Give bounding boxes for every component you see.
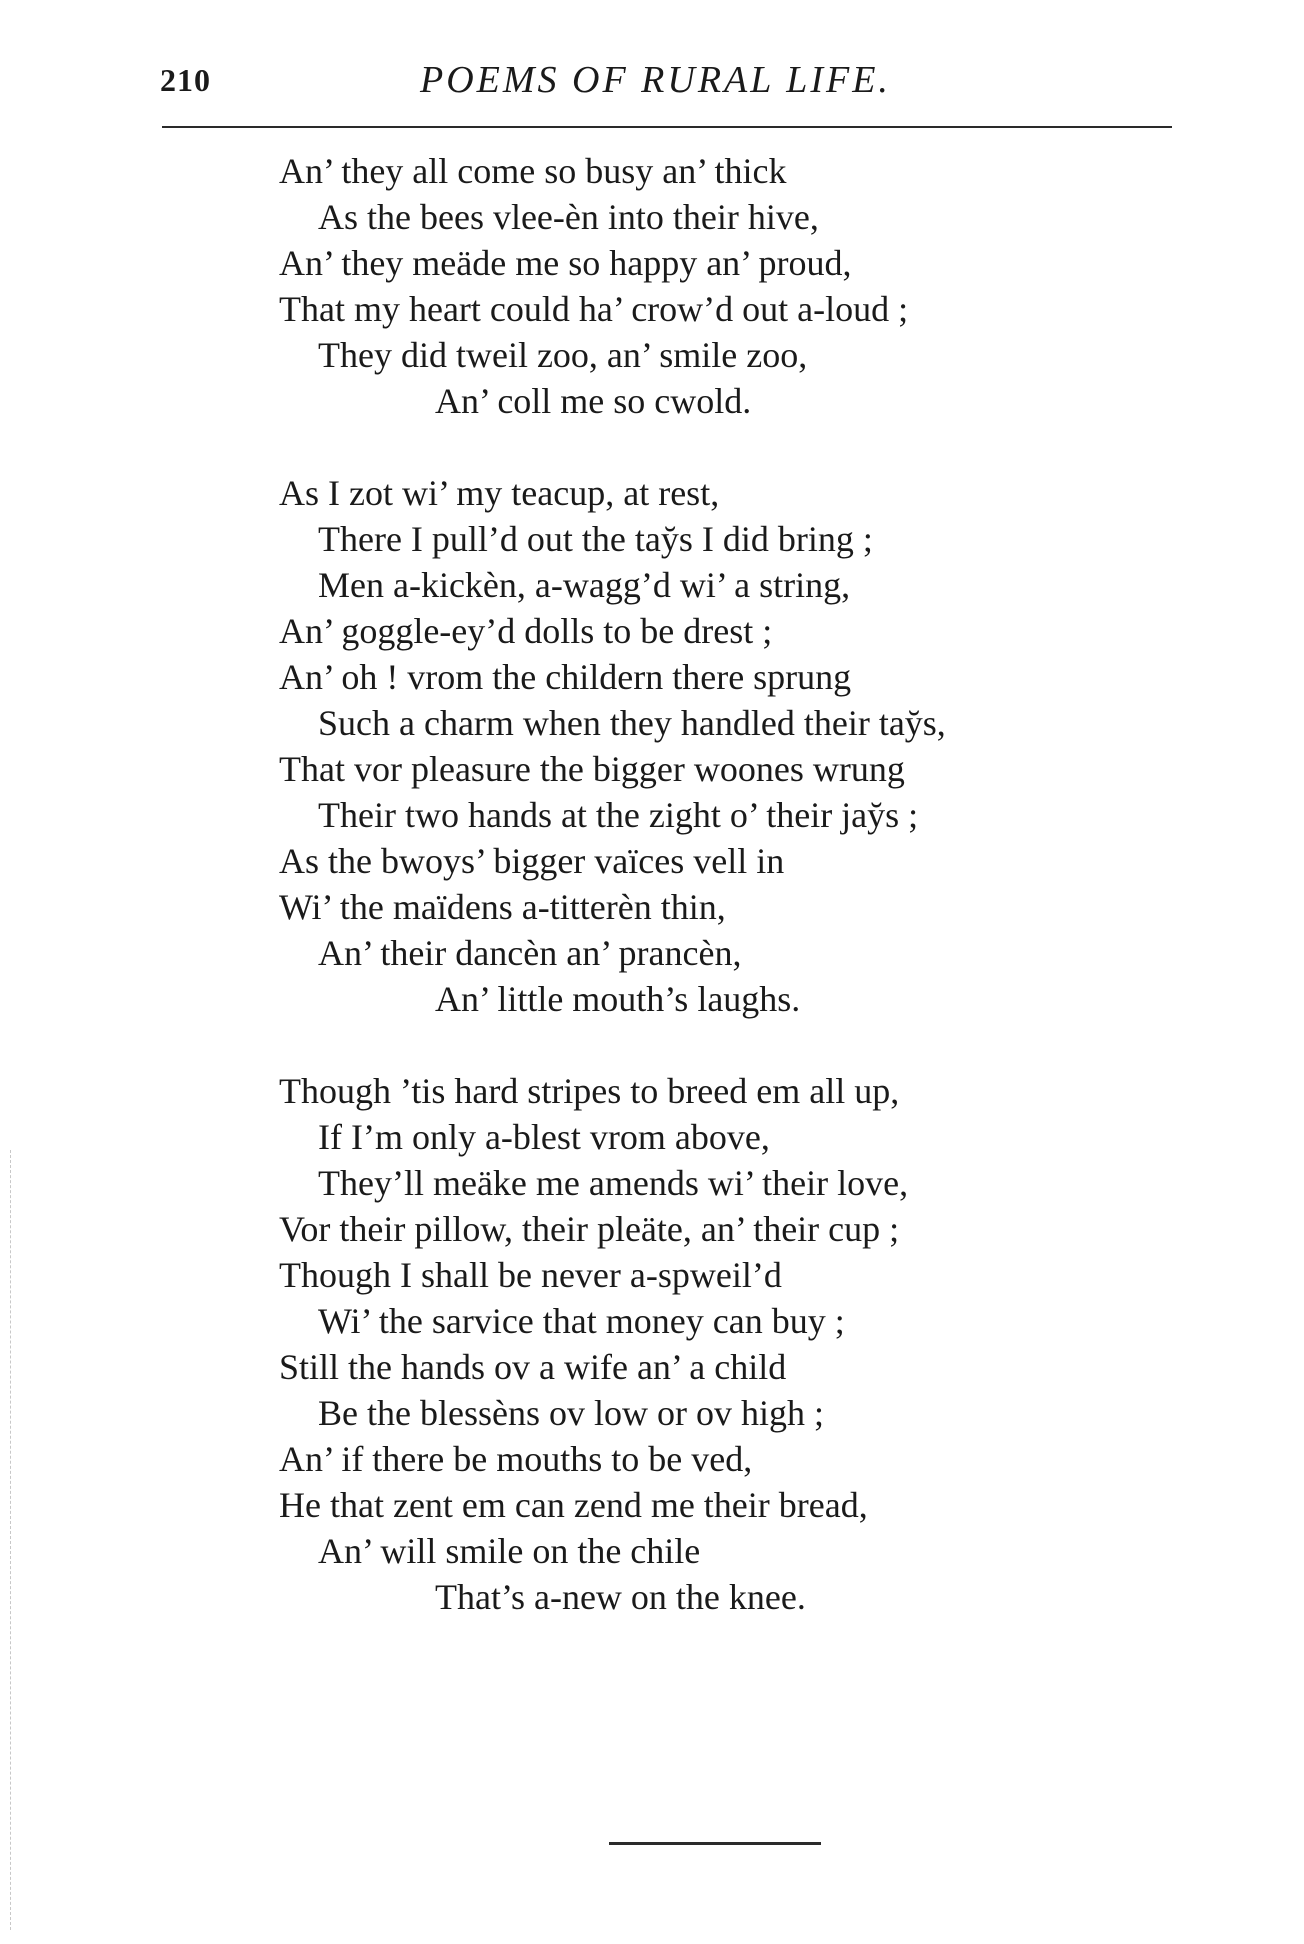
header-rule bbox=[162, 126, 1172, 128]
poem-line: Such a charm when they handled their tay̆s, bbox=[318, 703, 946, 743]
running-head: POEMS OF RURAL LIFE. bbox=[420, 59, 891, 101]
margin-scan-artifact bbox=[10, 1150, 11, 1930]
end-ornament-rule bbox=[609, 1842, 821, 1845]
poem-line: An’ they meäde me so happy an’ proud, bbox=[279, 243, 852, 283]
poem-line: An’ will smile on the chile bbox=[318, 1531, 701, 1571]
poem-line: They did tweil zoo, an’ smile zoo, bbox=[318, 335, 808, 375]
poem-line: An’ goggle-ey’d dolls to be drest ; bbox=[279, 611, 773, 651]
poem-line: Wi’ the maïdens a-titterѐn thin, bbox=[279, 887, 726, 927]
poem-line: Wi’ the sarvice that money can buy ; bbox=[318, 1301, 845, 1341]
poem-body bbox=[279, 148, 1179, 1666]
stanza bbox=[279, 470, 1179, 1022]
poem-line: An’ coll me so cwold. bbox=[435, 381, 752, 421]
poem-line: Vor their pillow, their pleäte, an’ their cup ; bbox=[279, 1209, 900, 1249]
poem-line: They’ll meäke me amends wi’ their love, bbox=[318, 1163, 909, 1203]
poem-line: As the bwoys’ bigger vaïces vell in bbox=[279, 841, 785, 881]
poem-line: Men a-kickѐn, a-wagg’d wi’ a string, bbox=[318, 565, 851, 605]
poem-line: There I pull’d out the tay̆s I did bring ; bbox=[318, 519, 873, 559]
poem-line: An’ oh ! vrom the childern there sprung bbox=[279, 657, 852, 697]
poem-line: Though ’tis hard stripes to breed em all up, bbox=[279, 1071, 900, 1111]
page-number: 210 bbox=[160, 62, 211, 98]
poem-line: An’ their dancѐn an’ prancѐn, bbox=[318, 933, 742, 973]
poem-line: That vor pleasure the bigger woones wrung bbox=[279, 749, 905, 789]
stanza bbox=[279, 1068, 1179, 1620]
poem-line: If I’m only a-blest vrom above, bbox=[318, 1117, 770, 1157]
poem-line: That’s a-new on the knee. bbox=[435, 1577, 806, 1617]
poem-line: An’ if there be mouths to be ved, bbox=[279, 1439, 753, 1479]
poem-line: Still the hands ov a wife an’ a child bbox=[279, 1347, 787, 1387]
poem-line: Be the blessѐns ov low or ov high ; bbox=[318, 1393, 824, 1433]
poem-line: As the bees vlee-ѐn into their hive, bbox=[318, 197, 819, 237]
poem-line: An’ they all come so busy an’ thick bbox=[279, 151, 787, 191]
poem-line: As I zot wi’ my teacup, at rest, bbox=[279, 473, 720, 513]
stanza bbox=[279, 148, 1179, 424]
poem-line: Their two hands at the zight o’ their jay̆s ; bbox=[318, 795, 919, 835]
poem-line: An’ little mouth’s laughs. bbox=[435, 979, 801, 1019]
poem-line: He that zent em can zend me their bread, bbox=[279, 1485, 868, 1525]
poem-line: Though I shall be never a-spweil’d bbox=[279, 1255, 782, 1295]
poem-line: That my heart could ha’ crow’d out a-loud ; bbox=[279, 289, 909, 329]
